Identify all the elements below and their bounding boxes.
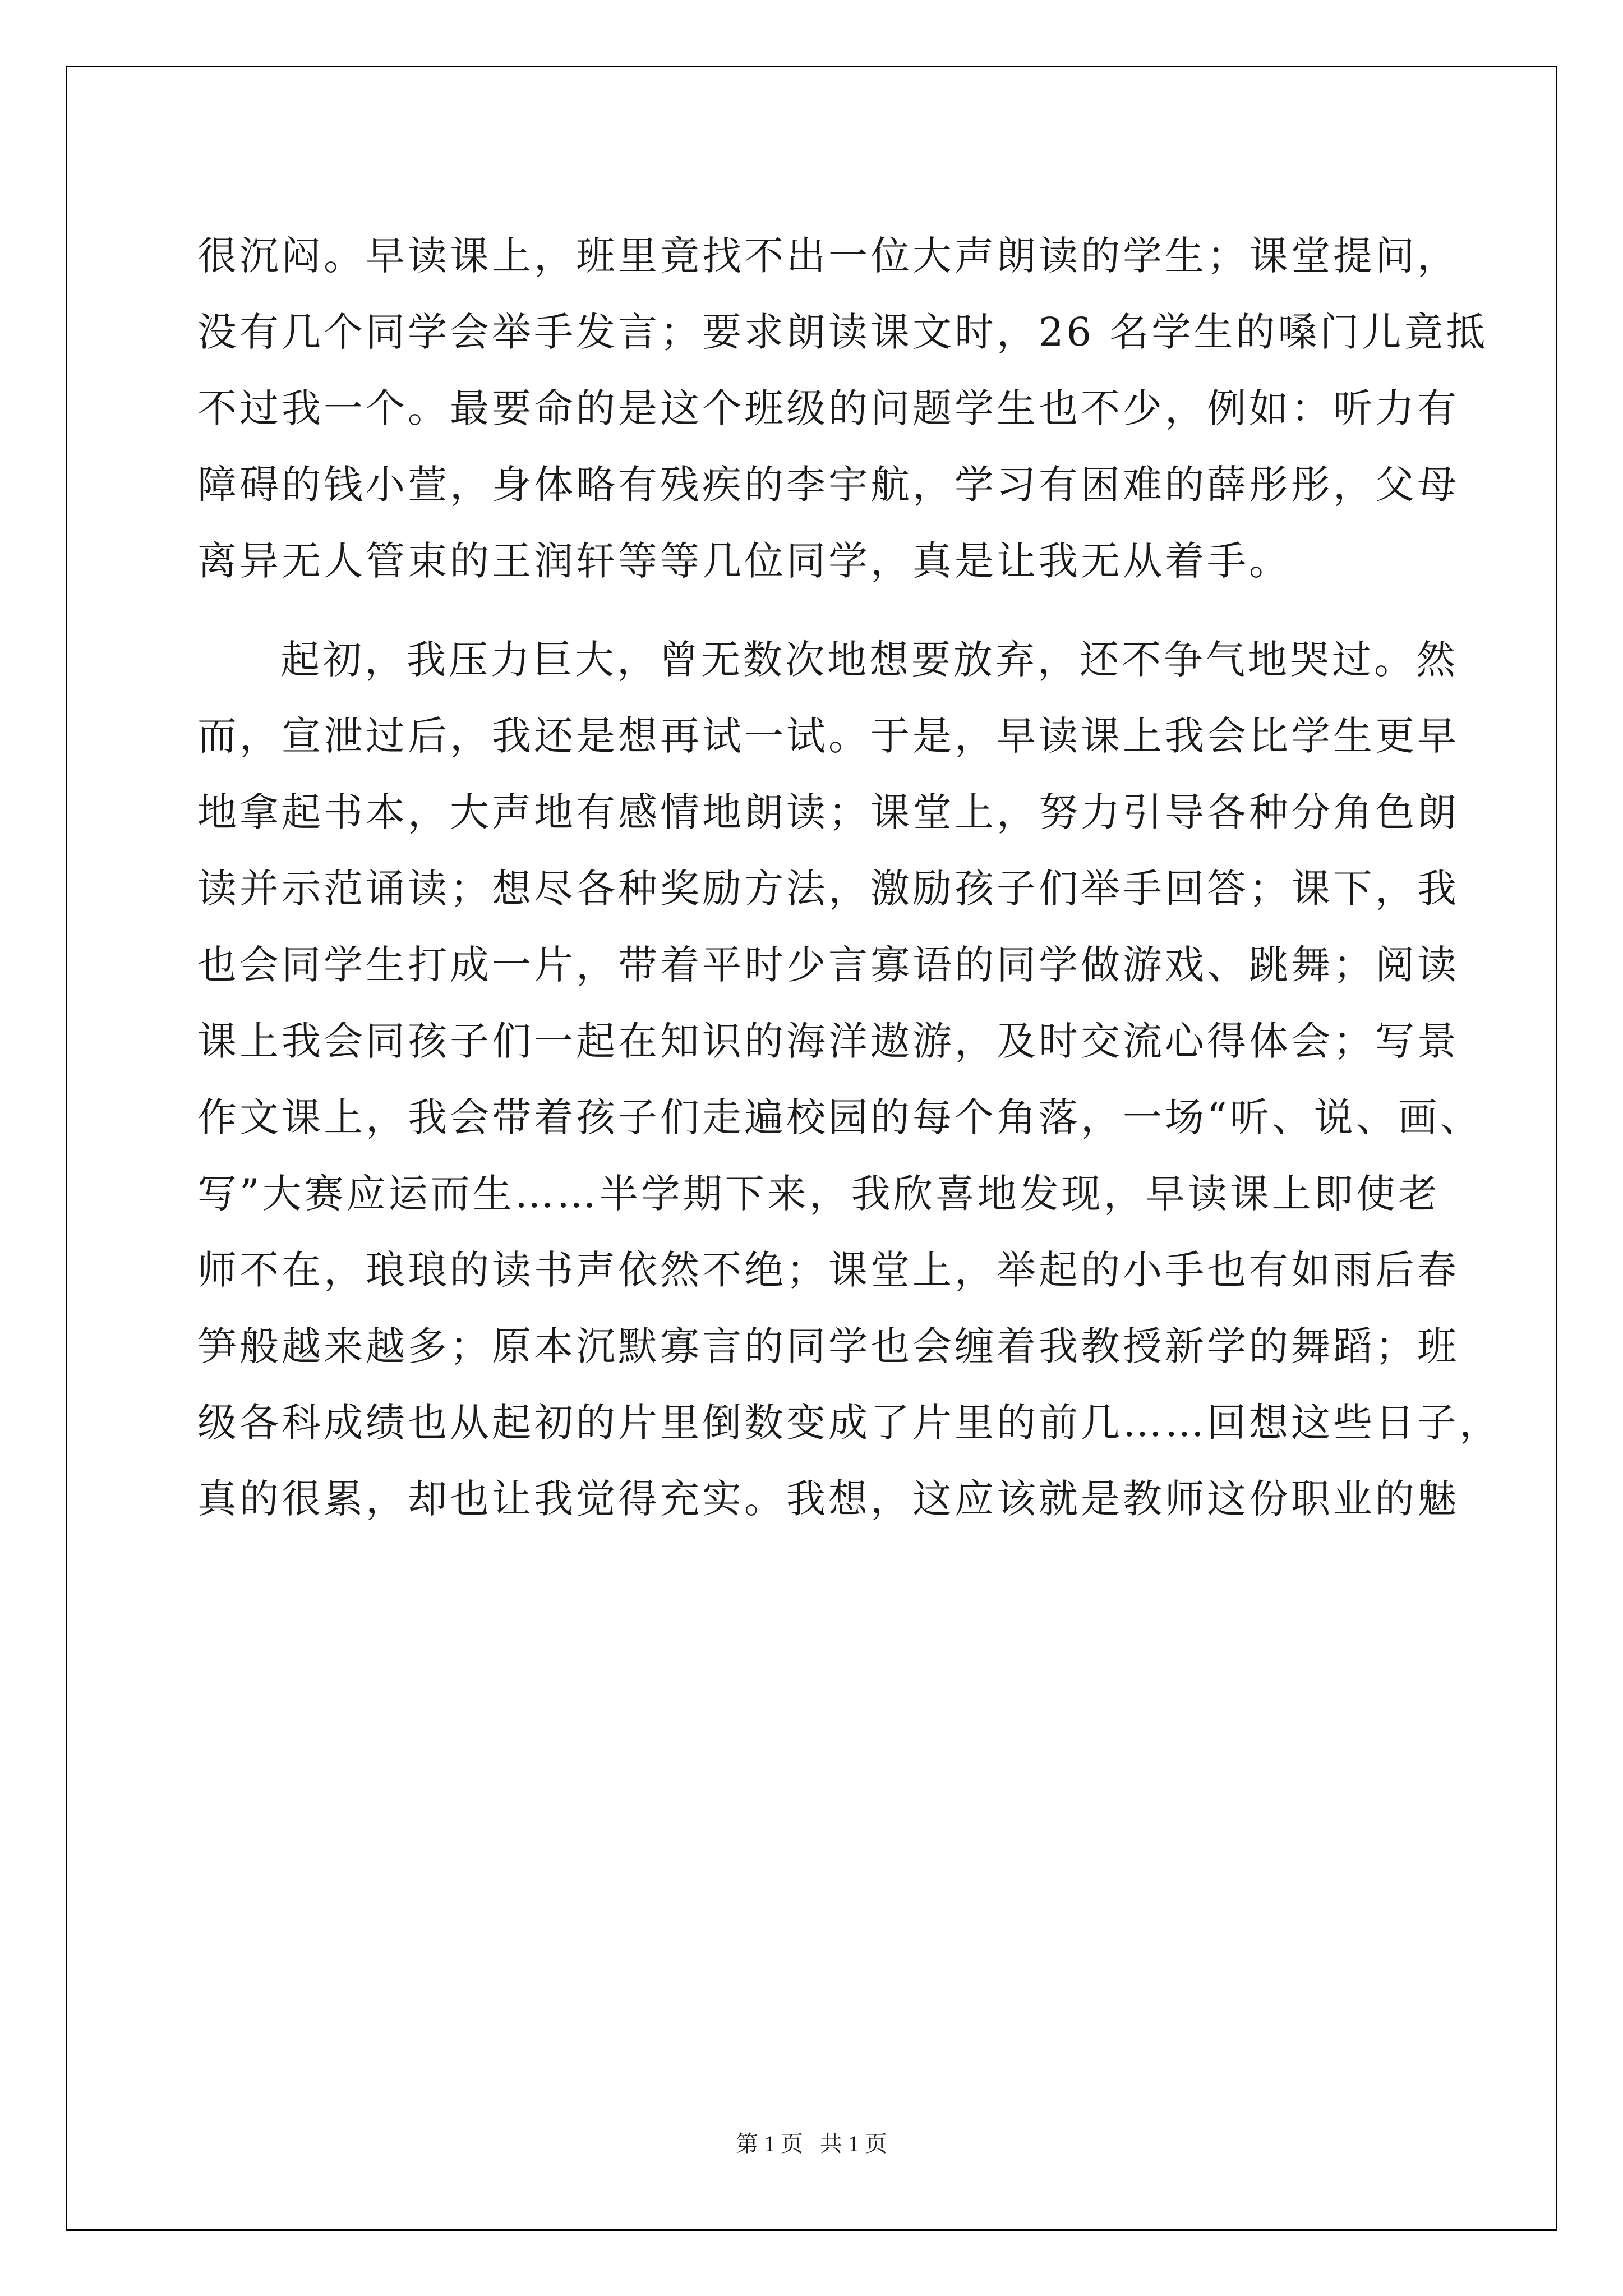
paragraph-line: 作文课上，我会带着孩子们走遍校园的每个角落，一场“听、说、画、 — [197, 1094, 1482, 1140]
document-body — [197, 218, 1501, 1537]
paragraph-line: 笋般越来越多；原本沉默寡言的同学也会缠着我教授新学的舞蹈；班 — [197, 1323, 1459, 1369]
paragraph-line: 起初，我压力巨大，曾无数次地想要放弃，还不争气地哭过。然 — [280, 637, 1458, 683]
paragraph-line: 也会同学生打成一片，带着平时少言寡语的同学做游戏、跳舞；阅读 — [197, 942, 1459, 988]
paragraph-line: 障碍的钱小萱，身体略有残疾的李宇航，学习有困难的薛彤彤，父母 — [197, 462, 1459, 508]
paragraph-line: 很沉闷。早读课上，班里竟找不出一位大声朗读的学生；课堂提问， — [197, 233, 1459, 279]
page-number-footer: 第 1 页 共 1 页 — [736, 2131, 887, 2156]
paragraph-line: 没有几个同学会举手发言；要求朗读课文时，26 名学生的嗓门儿竟抵 — [197, 309, 1488, 355]
paragraph-line: 真的很累，却也让我觉得充实。我想，这应该就是教师这份职业的魅 — [197, 1476, 1459, 1522]
paragraph-line: 读并示范诵读；想尽各种奖励方法，激励孩子们举手回答；课下，我 — [197, 866, 1459, 912]
paragraph-line: 课上我会同孩子们一起在知识的海洋遨游，及时交流心得体会；写景 — [197, 1018, 1459, 1064]
paragraph-line: 不过我一个。最要命的是这个班级的问题学生也不少，例如：听力有 — [197, 385, 1459, 431]
paragraph-line: 级各科成绩也从起初的片里倒数变成了片里的前几……回想这些日子， — [197, 1400, 1501, 1446]
paragraph-line: 写”大赛应运而生……半学期下来，我欣喜地发现，早读课上即使老 — [197, 1171, 1440, 1217]
paragraph-line: 离异无人管束的王润轩等等几位同学，真是让我无从着手。 — [197, 538, 1291, 584]
paragraph-line: 师不在，琅琅的读书声依然不绝；课堂上，举起的小手也有如雨后春 — [197, 1247, 1459, 1293]
paragraph-line: 地拿起书本，大声地有感情地朗读；课堂上，努力引导各种分角色朗 — [197, 789, 1459, 835]
paragraph-line: 而，宣泄过后，我还是想再试一试。于是，早读课上我会比学生更早 — [197, 713, 1459, 759]
